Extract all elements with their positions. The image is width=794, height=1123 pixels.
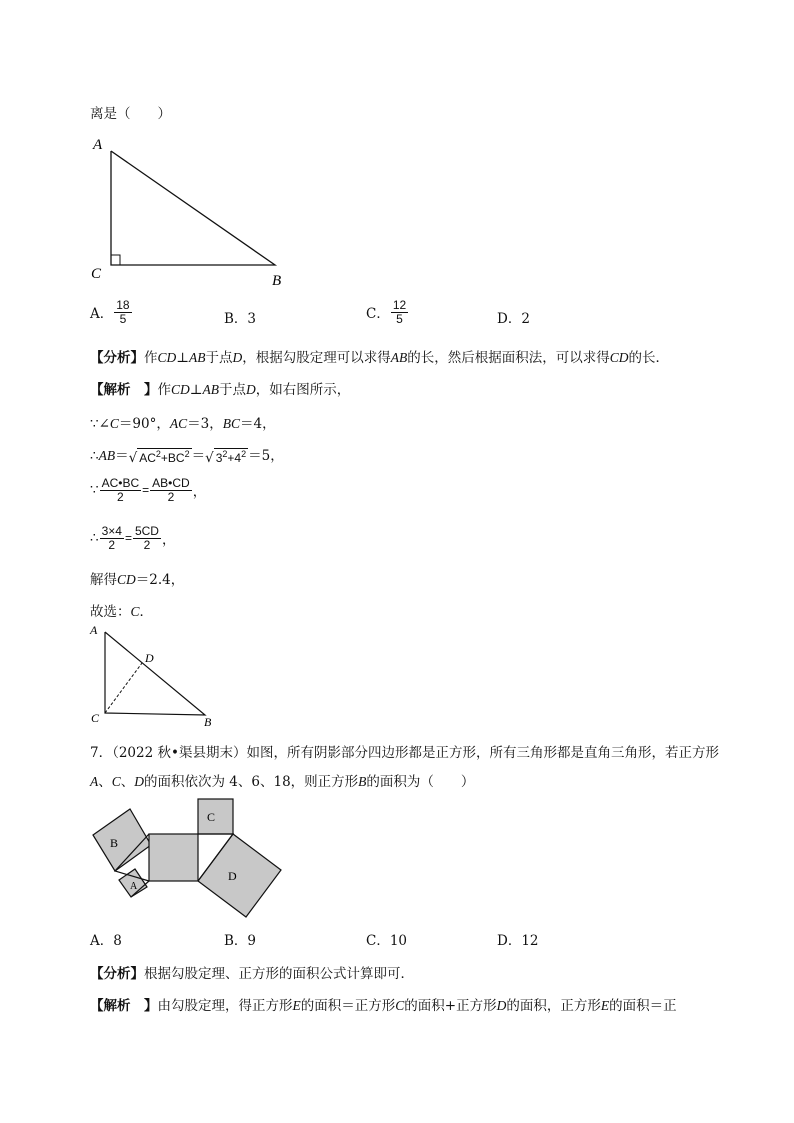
option-c: C． $\frac{12}{5}$ [366,298,407,326]
label-b: B [204,715,212,729]
square-b [93,809,151,871]
triangle-abc [111,151,275,265]
solution-line-3: ∴AB＝√ $AC^2+BC^2$ ＝√ $3^2+4^2 =5$， [90,448,284,466]
q7-option-b: B．9 [224,933,257,949]
question-stem-tail: 离是（ ） [90,106,171,122]
altitude-figure [85,620,225,732]
question-7-line-1: 7．（2022 秋•渠县期末）如图，所有阴影部分四边形都是正方形，所有三角形都是直角三角形，若正方形 [90,745,719,761]
q7-option-a: A．8 [90,933,122,949]
solution-line-5: ∴ $\frac{3\times 4}{2}$ = $\frac{5CD}{2}$ ， [90,524,176,552]
solution-line-1: 【解析 】作CD⊥AB于点D，如右图所示， [90,382,351,398]
square-center [149,834,198,881]
label-b: B [110,836,119,850]
q7-solution: 【解析 】由勾股定理，得正方形E的面积＝正方形C的面积+正方形D的面积，正方形E的面积＝正 [90,998,677,1014]
label-a: A [130,881,138,892]
analysis-line: 【分析】作CD⊥AB于点D，根据勾股定理可以求得AB的长，然后根据面积法，可以求得CD的长． [90,350,669,366]
option-d: D．2 [497,311,530,327]
solution-line-2: ∵∠C＝90°，AC＝3，BC＝4， [90,416,276,432]
label-d: D [228,869,237,883]
q7-option-d: D．12 [497,933,539,949]
label-a: A [93,137,103,153]
label-a: A [90,623,98,637]
square-d [198,834,281,917]
solution-line-6: 解得CD＝2.4， [90,572,185,588]
option-b: B．3 [224,311,257,327]
triangle-figure [85,132,295,292]
label-c: C [207,810,216,824]
label-d: D [145,651,154,665]
solution-line-4: ∵ $\frac{AC•BC}{2}$ = $\frac{AB•CD}{2}$ ， [90,476,207,504]
right-angle-mark [111,255,120,265]
q7-analysis: 【分析】根据勾股定理、正方形的面积公式计算即可． [90,966,414,982]
label-c: C [91,711,100,725]
option-a: A． $\frac{18}{5}$ [90,298,130,326]
triangle-with-altitude [105,632,205,715]
square-c [198,799,233,834]
solution-line-7: 故选：C． [90,604,154,620]
label-c: C [91,266,102,282]
squares-figure [85,795,295,925]
altitude-cd [105,663,142,713]
question-7-line-2: A、C、D的面积依次为 4、6、18，则正方形B的面积为（ ） [90,774,475,790]
label-b: B [272,273,282,289]
q7-option-c: C．10 [366,933,408,949]
